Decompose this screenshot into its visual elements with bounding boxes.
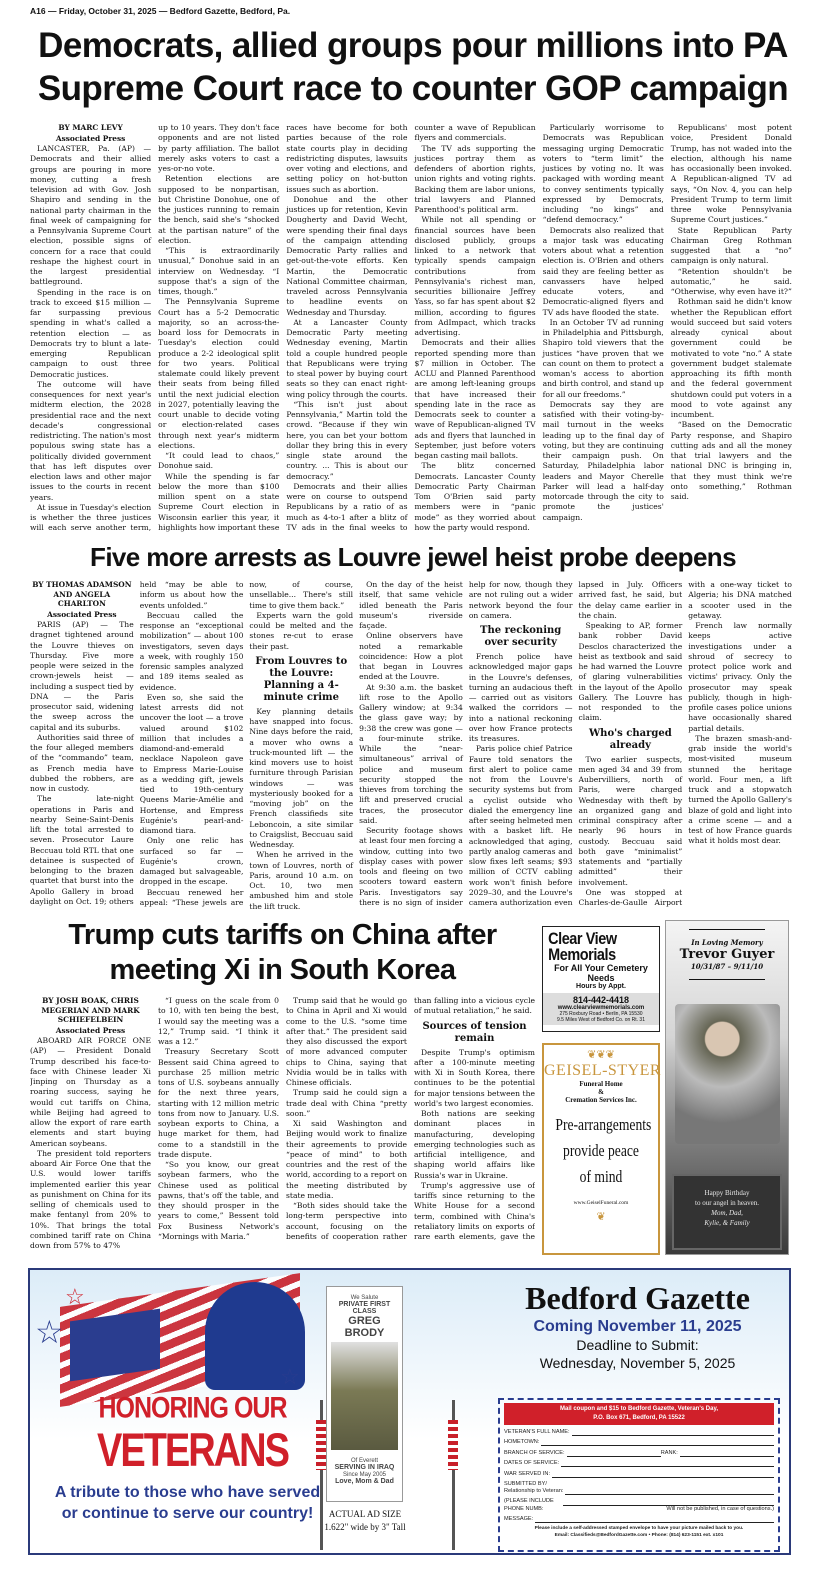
ad-slogan-3: of mind: [579, 1167, 623, 1186]
memorial-signature: Mom, Dad,: [711, 1209, 743, 1217]
byline: BY JOSH BOAK, CHRIS MEGERIAN AND MARK SCHIEFELBEIN: [41, 996, 140, 1024]
page-folio: A16 — Friday, October 31, 2025 — Bedford Gazette, Bedford, Pa.: [30, 6, 291, 16]
paragraph: “Retention shouldn't be automatic,” he said. “Otherwise, why even have it?”: [670, 266, 792, 296]
paragraph: LANCASTER, Pa. (AP) — Democrats and their allied groups are pouring in more money, cutting a fresh television ad with Gov. Josh Shapiro and sending in the national party chairman in the final week of campaigning for a Pennsylvania Supreme Court election, possible signs of concern for a race that could reshape the highest court in the largest presidential battleground.: [30, 144, 152, 287]
byline: Associated Press: [55, 1025, 126, 1035]
paragraph: The brazen smash-and-grab inside the world's most-visited museum stunned the heritage world. Four men, a lift truck and a stopwatch turned the Apollo Gallery's blaze of gold and light into a crime scene — and a test of how France guards what it holds most dear.: [688, 733, 792, 846]
article-body-trump-tariffs: [30, 996, 535, 1252]
paragraph: While not all spending or financial sources have been disclosed publicly, groups linked to a network that typically spends campaign contributions from Pennsylvania's richest man, securities billionaire Jeffrey Yass, so far has spent about $2 million, according to figures from AdImpact, which tracks advertising.: [414, 215, 536, 337]
ad-honoring-veterans: [28, 1268, 791, 1555]
field-label: HOMETOWN:: [504, 1439, 540, 1445]
ad-slogan-1: Pre-arrangements: [555, 1115, 652, 1134]
sample-photo: [331, 1342, 398, 1450]
paragraph: French law normally keeps active investigations under a shroud of secrecy to protect police work and victims' privacy. Only the prosecutor may speak publicly, though in high-profile cases police unions have occasionally shared partial details.: [688, 621, 792, 733]
ad-memorial-trevor-guyer: [665, 920, 789, 1255]
paragraph: Paris police chief Patrice Faure told senators the first alert to police came not from the Louvre's security systems but from a cyclist outside who dialed the emergency line after seeing helmeted men with a basket lift. He acknowledged that aging, partly analog cameras and slow fixes left seams; $93 million of CCTV cabling work won't finish before 2029–30, and the Louvre's camera authorization even lapsed in July. Officers arrived fast, he said, but the delay came earlier in the chain.: [468, 580, 683, 907]
paragraph: Despite Trump's optimism after a 100-minute meeting with Xi in South Korea, there continues to be the potential for major tensions between the world's two largest economies.: [414, 1047, 535, 1108]
field-label: MESSAGE:: [504, 1516, 534, 1522]
star-icon: ☆: [35, 1314, 64, 1350]
sample-serving: SERVING IN IRAQ: [334, 1464, 395, 1471]
ad-clear-view-memorials: [542, 926, 660, 1032]
ad-geisel-styer: [542, 1043, 660, 1255]
paragraph: Authorities said three of the four alleged members of the “commando” team, as French media have dubbed the robbers, are now in custody.: [30, 732, 134, 793]
sample-salute: We Salute: [350, 1295, 379, 1301]
paragraph: Only one relic has surfaced so far — Eugénie's crown, damaged but salvageable, dropped in the escape.: [139, 836, 244, 887]
paragraph: “This isn't just about Pennsylvania,” Martin told the crowd. “Because if they win here, you can bet your bottom dollar they bring this in every single state around the country. ... This is about our democracy.”: [286, 399, 408, 481]
paragraph: Donohue and the other justices up for retention, Kevin Dougherty and David Wecht, were spending their final days of the campaign attending Democratic Party rallies and get-out-the-vote efforts. Ken Martin, the Democratic National Committee chairman, traveled across Pennsylvania to headline events on Wednesday and Thursday.: [286, 194, 408, 317]
paragraph: At a Lancaster County Democratic Party meeting Wednesday evening, Martin told a couple hundred people that Republicans were trying to steal power by buying court seats so they can enact right-wing policy through the courts.: [286, 317, 408, 399]
flag-icon: [316, 1420, 326, 1470]
memorial-dates: 10/31/87 – 9/11/10: [690, 962, 764, 971]
paragraph: At 9:30 a.m. the basket lift rose to the Apollo Gallery window; at 9:34 the glass gave way; by 9:38 the crew was gone — a four-minute strike. While the “near-simultaneous” arrival of police and museum security stopped the thieves from torching the lift and preserved crucial traces, the prosecutor said.: [359, 682, 463, 825]
mail-address: P.O. Box 671, Bedford, PA 15522: [593, 1415, 685, 1421]
field-label: RANK:: [660, 1449, 678, 1456]
field-branch-rank: [504, 1450, 774, 1457]
paragraph: Democrats and their allies reported spending more than $7 million in October. The ACLU and Planned Parenthood are among left-leaning groups that have increased their spending late in the race as Democrats seek to counter a wave of Republican-aligned TV ads and flyers that launched in September, just before voters began casting mail ballots.: [414, 338, 536, 460]
paragraph: “Based on the Democratic Party response, and Shapiro cutting ads and all the money that trial lawyers and the national DNC is bringing in, that they must think we're onto something,” Rothman said.: [670, 420, 792, 501]
subheading: The reckoning over security: [480, 625, 562, 648]
paragraph: Trump said he could sign a trade deal with China “pretty soon.”: [286, 1088, 407, 1118]
paragraph: While the spending is far below the more than $100 million spent on a state Supreme Court election in Wisconsin earlier this year, it highlights how important these races have become for both parties because of the role state courts play in deciding redistricting disputes, lawsuits over voting and elections, and setting policy on hot-button issues such as abortion.: [158, 123, 408, 532]
newspaper-name: Bedford Gazette: [525, 1280, 750, 1316]
paragraph: The outcome will have consequences for next year's midterm election, the 2028 presidential race and the next decade's congressional redistricting. The nation's most populous swing state has a politically divided government that has left disputes over election laws and other major issues to the courts in recent years.: [30, 379, 152, 502]
field-label: DATES OF SERVICE:: [504, 1460, 560, 1466]
paragraph: The president told reporters aboard Air Force One that the U.S. would lower tariffs implemented earlier this year as punishment on China for its selling of chemicals used to make fentanyl from 20% to 10%. That brings the total combined tariff rate on China down from 57% to 47%: [30, 1148, 151, 1250]
ornament-icon: ❦❦❦: [587, 1049, 615, 1061]
paragraph: When he arrived in the town of Louvres, north of Paris, around 10 a.m. on Oct. 10, two men ambushed him and stole the lift truck.: [249, 850, 354, 911]
ornament-icon: ❦: [596, 1211, 606, 1223]
byline: BY THOMAS ADAMSON AND ANGELA CHARLTON: [32, 580, 132, 608]
paragraph: Two earlier suspects, men aged 34 and 39 from Aubervilliers, north of Paris, were charged Wednesday with theft by an organized gang and criminal conspiracy after nearly 96 hours in custody. Beccuau said both gave “minimalist” statements and “partially admitted” their involvement.: [578, 754, 683, 887]
paragraph: Democrats say they are satisfied with their voting-by-mail turnout in the weeks leading up to the final day of voting, but they are continuing their campaign push. On Saturday, Philadelphia labor leaders and Mayor Cherelle Parker will lead a half-day motorcade through the city to promote the justices' campaign.: [542, 399, 664, 522]
paragraph: “Both sides should take the long-term perspective into account, focusing on the benefits of cooperation rather than falling into a vicious cycle of mutual retaliation,” he said.: [286, 996, 535, 1241]
ad-size-label: ACTUAL AD SIZE: [328, 1509, 402, 1519]
field-war-served: [504, 1471, 774, 1478]
ad-subtitle-2: Cremation Services Inc.: [565, 1096, 637, 1104]
paragraph: One was stopped at Charles-de-Gaulle Airport with a one-way ticket to Algeria; his DNA matched a scooter used in the getaway.: [578, 580, 792, 907]
paragraph: “It could lead to chaos,” Donohue said.: [158, 451, 280, 471]
ad-tagline: For All Your Cemetery Needs: [554, 963, 648, 983]
star-icon: ☆: [280, 1364, 300, 1389]
byline: BY MARC LEVY: [58, 123, 123, 132]
field-message: [504, 1516, 774, 1523]
field-hometown: [504, 1439, 774, 1446]
paragraph: Democrats and their allies were on course to outspend Republicans by a ratio of as much as 4-to-1 after a blitz of TV ads in the final weeks to counter a wave of Republican flyers and commercials.: [286, 123, 536, 532]
field-dates-of-service: [504, 1460, 774, 1467]
paragraph: At issue in Tuesday's election is whether the three justices will each serve another term, up to 10 years. They don't face opponents and are not listed by party affiliation. The ballot merely asks voters to cast a yes-or-no vote.: [30, 123, 280, 533]
ad-amp: &: [598, 1088, 604, 1096]
paragraph: Beccuau called the response an “exceptional mobilization” — about 100 investigators, seven days a week, with roughly 150 forensic samples analyzed and 189 items sealed as evidence.: [139, 610, 244, 692]
sample-rank: PRIVATE FIRST CLASS: [338, 1301, 391, 1315]
ad-size-value: 1.622" wide by 3" Tall: [324, 1522, 406, 1532]
paragraph: The TV ads supporting the justices portray them as defenders of abortion rights, union rights and voting rights. Backing them are labor unions, trial lawyers and Planned Parenthood's political arm.: [414, 143, 536, 214]
coupon-contact: Email: Classifieds@BedfordGazette.com • Phone: (814) 623-1151 ext. x101: [554, 1532, 724, 1538]
sample-name: GREG BRODY: [344, 1315, 385, 1339]
paragraph: Online observers have noted a remarkable coincidence: How a plot that began in Louvres ended at the Louvre.: [359, 631, 463, 682]
paragraph: PARIS (AP) — The dragnet tightened around the Louvre thieves on Thursday. Five more people were seized in the crown-jewels heist — including a suspect tied by DNA — the Paris prosecutor said, widening the sweep across the capital and its suburbs.: [30, 620, 134, 732]
paragraph: Trump's aggressive use of tariffs since returning to the White House for a second term, combined with China's retaliatory limits on exports of rare earth elements, gave the: [414, 1180, 535, 1241]
paragraph: The blitz concerned Democrats. Lancaster County Democratic Party Chairman Tom O'Brien said party members were in “panic mode” as they worried about how the party would respond.: [414, 461, 536, 532]
paragraph: Treasury Secretary Scott Bessent said China agreed to purchase 25 million metric tons of U.S. soybeans annually for the next three years, starting with 12 million metric tons from now to January. U.S. soybean exports to China, a huge market for them, had come to a standstill in the trade dispute.: [158, 1047, 279, 1159]
paragraph: Particularly worrisome to Democrats was Republican messaging urging Democratic voters to “term limit” the justices by voting no. It was packaged with wording meant to convey sentiments typically expressed by Democrats, including “no kings” and “defend democracy.”: [542, 123, 664, 225]
ad-brand: Clear View Memorials: [548, 929, 617, 964]
field-relationship: [504, 1488, 774, 1495]
paragraph: On the day of the heist itself, that same vehicle idled beneath the Paris museum's riverside façade.: [359, 580, 463, 630]
ad-subtitle: Funeral Home: [579, 1080, 623, 1088]
paragraph: The Pennsylvania Supreme Court has a 5-2 Democratic majority, so an across-the-board loss for Democrats in Tuesday's election could produce a 2-2 ideological split for two years. Political stalemate could likely prevent their seats from being filled until the next judicial election in 2027, potentially leaving the court unable to decide voting or election-related cases through next year's midterm elections.: [158, 297, 280, 450]
subheading: Sources of tension remain: [422, 1020, 527, 1044]
paragraph: Speaking to AP, former bank robber David Desclos characterized the heist as textbook and said he had warned the Louvre of glaring vulnerabilities in the layout of the Apollo Gallery. The Louvre has not responded to the claim.: [578, 621, 683, 723]
field-label: BRANCH OF SERVICE:: [504, 1449, 565, 1456]
memorial-name: Trevor Guyer: [679, 947, 775, 962]
ad-address: 275 Roxbury Road • Berlin, PA 15530: [559, 1011, 643, 1017]
paragraph: “So you know, our great soybean farmers, who the Chinese used as political pawns, that's off the table, and they should prosper in the years to come,” Bessent told Fox Business Network's “Mornings with Maria.”: [158, 1160, 279, 1241]
paragraph: The late-night operations in Paris and nearby Seine-Saint-Denis lift the total arrested to seven. Prosecutor Laure Beccuau told RTL that one detainee is suspected of belonging to the brazen quartet that burst into the Apollo Gallery in broad daylight on Oct. 19; others held “may be able to inform us about how the events unfolded.”: [30, 580, 244, 906]
memorial-message: Happy Birthday: [704, 1189, 750, 1197]
paragraph: “I guess on the scale from 0 to 10, with ten being the best, I would say the meeting was a 12,” Trump said. “I think it was a 12.”: [158, 996, 279, 1046]
flag-canton: [70, 1309, 160, 1382]
byline: Associated Press: [47, 609, 117, 619]
field-label: VETERAN'S FULL NAME:: [504, 1428, 570, 1435]
paragraph: Trump said that he would go to China in April and Xi would come to the U.S. “some time after that.” The president said they also discussed the export of more advanced computer chips to China, saying that Nvidia would be in talks with Chinese officials.: [286, 996, 407, 1087]
ad-slogan-2: provide peace: [563, 1141, 639, 1160]
paragraph: In an October TV ad running in Philadelphia and Pittsburgh, Shapiro told viewers that the justices “have proven that we can count on them to protect a woman's access to abortion and birth control, and stand up for all our freedoms.”: [542, 317, 664, 399]
sample-since: Since May 2005: [342, 1472, 387, 1478]
ad-url: www.GeiselFuneral.com: [573, 1200, 629, 1206]
paragraph: French police have acknowledged major gaps in the Louvre's defenses, turning an audacious theft — carried out as visitors walked the corridors — into a national reckoning over how France protects its treasures.: [468, 652, 573, 743]
paragraph: “This is extraordinarily unusual,” Donohue said in an interview on Wednesday. “I suppose that's a sign of the times, though.”: [158, 246, 280, 296]
paragraph: Security footage shows at least four men forcing a window, cutting into two display cases with power tools and fleeing on two scooters toward eastern Paris. Investigators say there is no sign of insider help for now, though they are not ruling out a wider network beyond the four on camera.: [359, 580, 573, 907]
paragraph: Even so, she said the latest arrests did not uncover the loot — a trove valued around $102 million that includes a diamond-and-emerald necklace Napoleon gave to Empress Marie-Louise as a wedding gift, jewels tied to 19th-century Queens Marie-Amélie and Hortense, and Empress Eugénie's pearl-and-diamond tiara.: [139, 692, 244, 835]
field-label: PHONE NUMB:: [504, 1505, 544, 1512]
ad-brand: GEISEL-STYER: [544, 1062, 662, 1079]
coupon-footnote: Please include a self-addressed stamped envelope to have your picture mailed back to you.: [534, 1526, 744, 1531]
field-phone: [504, 1505, 774, 1513]
paragraph: ABOARD AIR FORCE ONE (AP) — President Donald Trump described his face-to-face with Chinese leader Xi Jinping on Thursday as a roaring success, saying he would cut tariffs on China, while Beijing had agreed to allow the export of rare earth elements and start buying American soybeans.: [30, 1036, 151, 1148]
ad-url: www.clearviewmemorials.com: [557, 1005, 645, 1011]
paragraph: Both nations are seeking dominant places in manufacturing, developing emerging technologies such as artificial intelligence, and shaping world affairs like Russia's war in Ukraine.: [414, 1109, 535, 1180]
headline-trump-tariffs: Trump cuts tariffs on China after meeting Xi in South Korea: [68, 919, 497, 986]
mail-instructions: Mail coupon and $15 to Bedford Gazette, Veteran's Day,: [559, 1406, 719, 1412]
paragraph: Democrats also realized that a major task was educating voters about what a retention election is. O'Brien and others said they are feeling better as canvassers have helped educate voters, and Democratic-aligned flyers and TV ads have flooded the state.: [542, 225, 664, 317]
byline: Associated Press: [55, 133, 126, 143]
article-body-louvre-heist: [30, 580, 792, 916]
paragraph: Beccuau renewed her appeal: “These jewels are now, of course, unsellable... There's still time to give them back.”: [139, 580, 354, 907]
memorial-message-2: to our angel in heaven.: [695, 1199, 759, 1207]
headline-louvre-heist: Five more arrests as Louvre jewel heist probe deepens: [90, 542, 736, 572]
memorial-photo: [675, 1004, 780, 1144]
sample-ad: [326, 1286, 403, 1502]
field-note: Will not be published, in case of questions.): [563, 1505, 774, 1513]
field-label: SUBMITTED BY/: [504, 1480, 547, 1487]
field-label: (PLEASE INCLUDE: [504, 1497, 554, 1504]
field-label: WAR SERVED IN:: [504, 1470, 551, 1477]
ad-directions: 9.5 Miles West of Bedford Co. on Rt. 31: [556, 1017, 645, 1023]
ad-hours: Hours by Appt.: [576, 983, 626, 990]
submission-coupon: [498, 1398, 780, 1552]
deadline-label: Deadline to Submit:: [576, 1337, 699, 1353]
ad-heading-veterans: VETERANS: [97, 1424, 288, 1478]
headline-pa-supreme-court: Democrats, allied groups pour millions into PA Supreme Court race to counter GOP campaign: [37, 26, 789, 108]
memorial-signature-2: Kylie, & Family: [704, 1219, 750, 1227]
deadline-date: Wednesday, November 5, 2025: [539, 1355, 736, 1371]
paragraph: Experts warn the gold could be melted and the stones re-cut to erase their past.: [249, 610, 354, 651]
publish-date: Coming November 11, 2025: [533, 1318, 742, 1335]
paragraph: Key planning details have snapped into focus. Nine days before the raid, a mover who owns a truck-mounted lift — the kind movers use to hoist furniture through Parisian windows — was mysteriously booked for a “moving job” on the French classifieds site Leboncoin, a site similar to Craigslist, Beccuau said Wednesday.: [249, 706, 354, 849]
flag-icon: [448, 1420, 458, 1470]
field-label: Relationship to Veteran:: [504, 1487, 564, 1494]
field-veteran-name: [504, 1429, 774, 1436]
article-body-pa-supreme-court: [30, 123, 792, 537]
ad-tribute: A tribute to those who have served or continue to serve our country!: [54, 1484, 321, 1522]
paragraph: Rothman said he didn't know whether the Republican effort would succeed but said voters already cynical about government could be motivated to vote “no.” A state government budget stalemate approaching its fifth month and the federal government shutdown could put voters in a mood to vote against any incumbent.: [670, 297, 792, 419]
subheading: From Louvres to the Louvre: Planning a 4-minute crime: [255, 655, 348, 703]
paragraph: Xi said Washington and Beijing would work to finalize their agreements to provide “peace of mind” to both countries and the rest of the world, according to a report on the meeting distributed by state media.: [286, 1119, 407, 1200]
paragraph: Republicans' most potent voice, President Donald Trump, has not waded into the election, although his name has occasionally been invoked. A Republican-aligned TV ad says, “On Nov. 4, you can help President Trump to term limit three woke Pennsylvania Supreme Court justices.”: [670, 123, 792, 225]
paragraph: State Republican Party Chairman Greg Rothman suggested that a “no” campaign is only natural.: [670, 225, 792, 266]
star-icon: ☆: [65, 1284, 85, 1309]
paragraph: Spending in the race is on track to exceed $15 million — far surpassing previous spending in what's called a retention election — as Democrats try to blunt a late-emerging Republican campaign to oust three Democratic justices.: [30, 287, 152, 379]
paragraph: Retention elections are supposed to be nonpartisan, but Christine Donohue, one of the justices running to remain the bench, said she's “shocked at the partisan nature” of the election.: [158, 174, 280, 245]
subheading: Who's charged already: [588, 727, 672, 751]
ad-phone: 814-442-4418: [572, 995, 630, 1005]
ad-heading-honoring: HONORING OUR: [98, 1391, 287, 1425]
memorial-header: In Loving Memory: [691, 938, 763, 947]
sample-family: Love, Mom & Dad: [335, 1478, 394, 1485]
sample-hometown: Of Everett: [350, 1458, 378, 1464]
